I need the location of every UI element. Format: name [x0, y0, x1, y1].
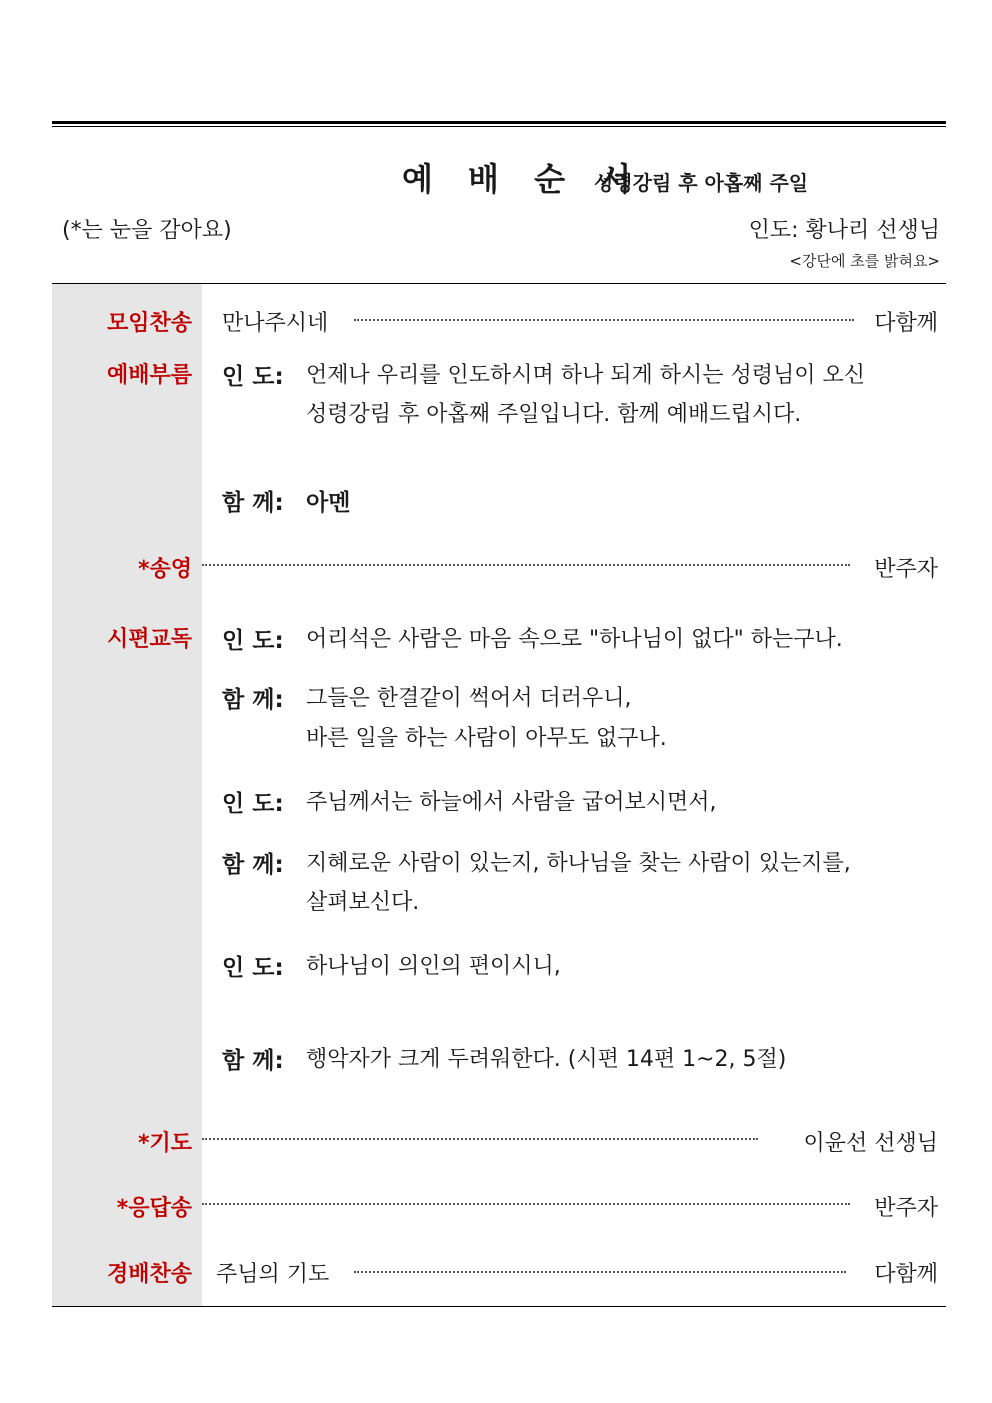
- call-to-worship-label: 예배부름: [106, 363, 192, 388]
- page-subtitle: 성령강림 후 아홉째 주일: [594, 171, 809, 195]
- dotted-leader: [202, 1203, 850, 1205]
- psalm-line: 주님께서는 하늘에서 사람을 굽어보시면서,: [306, 790, 717, 815]
- dotted-leader: [354, 1271, 846, 1273]
- psalm-line: 살펴보신다.: [306, 890, 420, 915]
- prayer-by: 이윤선 선생님: [803, 1131, 938, 1156]
- psalm-reading-label: 시편교독: [106, 627, 192, 652]
- bottom-rule: [52, 1306, 946, 1307]
- doxology-label: *송영: [137, 557, 192, 582]
- eyes-closed-note: (*는 눈을 감아요): [62, 218, 232, 243]
- top-thin-rule: [52, 126, 946, 127]
- page-title: 예 배 순 서: [402, 160, 644, 198]
- dotted-leader: [354, 319, 854, 321]
- worship-hymn-by: 다함께: [874, 1262, 938, 1287]
- role-all: 함 께:: [222, 490, 284, 516]
- psalm-line: 그들은 한결같이 썩어서 더러우니,: [306, 686, 632, 711]
- psalm-line: 행악자가 크게 두려워한다. (시편 14편 1~2, 5절): [306, 1047, 787, 1072]
- worship-hymn-title: 주님의 기도: [216, 1262, 330, 1287]
- gathering-hymn-label: 모임찬송: [106, 311, 192, 336]
- psalm-line: 어리석은 사람은 마음 속으로 "하나님이 없다" 하는구나.: [306, 627, 843, 652]
- psalm-line: 바른 일을 하는 사람이 아무도 없구나.: [306, 726, 667, 751]
- candle-note: <강단에 초를 밝혀요>: [789, 252, 940, 270]
- response-song-by: 반주자: [874, 1196, 938, 1221]
- psalm-role: 인 도:: [222, 955, 284, 981]
- worship-leader: 인도: 황나리 선생님: [748, 218, 940, 243]
- dotted-leader: [202, 1138, 758, 1140]
- psalm-role: 함 께:: [222, 1048, 284, 1074]
- call-leader-line-1: 언제나 우리를 인도하시며 하나 되게 하시는 성령님이 오신: [306, 363, 866, 388]
- psalm-role: 인 도:: [222, 628, 284, 654]
- response-song-label: *응답송: [116, 1196, 192, 1221]
- gathering-hymn-title: 만나주시네: [222, 311, 329, 336]
- psalm-line: 지혜로운 사람이 있는지, 하나님을 찾는 사람이 있는지를,: [306, 851, 851, 876]
- call-leader-line-2: 성령강림 후 아홉째 주일입니다. 함께 예배드립시다.: [306, 402, 802, 427]
- prayer-label: *기도: [137, 1131, 192, 1156]
- top-thick-rule: [52, 121, 946, 124]
- doxology-by: 반주자: [874, 557, 938, 582]
- dotted-leader: [202, 564, 850, 566]
- worship-hymn-label: 경배찬송: [106, 1262, 192, 1287]
- psalm-role: 함 께:: [222, 687, 284, 713]
- psalm-line: 하나님이 의인의 편이시니,: [306, 954, 561, 979]
- gathering-hymn-by: 다함께: [874, 311, 938, 336]
- role-leader: 인 도:: [222, 364, 284, 390]
- psalm-role: 함 께:: [222, 852, 284, 878]
- psalm-role: 인 도:: [222, 791, 284, 817]
- call-all-response: 아멘: [306, 490, 351, 516]
